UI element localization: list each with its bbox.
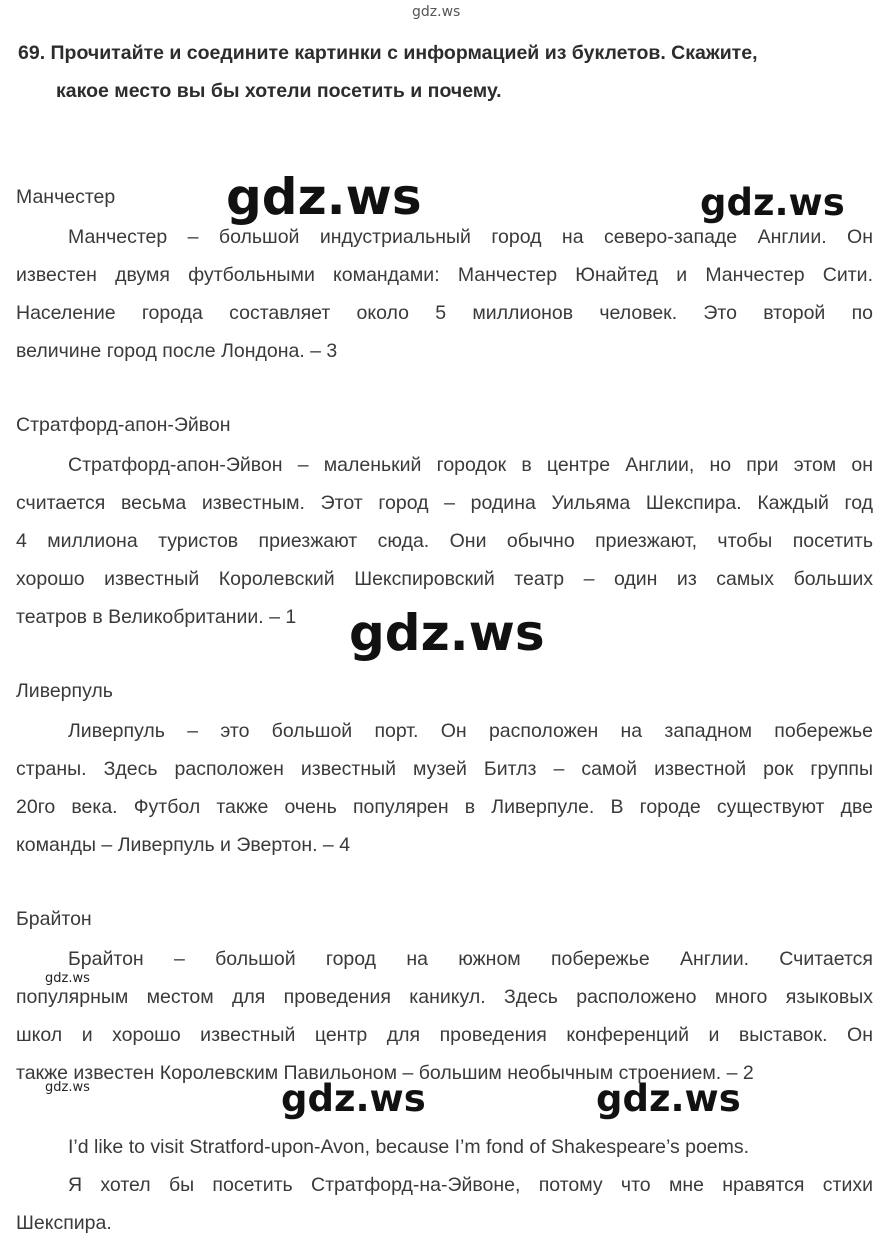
watermark-small: gdz.ws bbox=[45, 1080, 90, 1095]
watermark-small: gdz.ws bbox=[45, 971, 90, 986]
watermark: gdz.ws bbox=[349, 604, 545, 662]
section-title-brighton: Брайтон bbox=[16, 908, 92, 930]
section-title-stratford: Стратфорд-апон-Эйвон bbox=[16, 414, 231, 436]
text-line: известен двумя футбольными командами: Манчестер Юнайтед и Манчестер Сити. bbox=[16, 264, 873, 286]
section-text-liverpool bbox=[16, 712, 873, 864]
task-heading bbox=[18, 34, 874, 110]
answer-text bbox=[16, 1128, 873, 1242]
text-line: также известен Королевским Павильоном – большим необычным строением. – 2 bbox=[16, 1062, 754, 1084]
answer-russian-line-2: Шекспира. bbox=[16, 1212, 112, 1234]
section-text-brighton bbox=[16, 940, 873, 1095]
watermark: gdz.ws bbox=[596, 1077, 741, 1120]
watermark: gdz.ws bbox=[281, 1077, 426, 1120]
watermark: gdz.ws bbox=[700, 181, 845, 224]
text-line: Население города составляет около 5 миллионов человек. Это второй по bbox=[16, 302, 873, 324]
text-line: страны. Здесь расположен известный музей Битлз – самой известной рок группы bbox=[16, 758, 873, 780]
watermark: gdz.ws bbox=[226, 168, 422, 226]
text-line: школ и хорошо известный центр для проведения конференций и выставок. Он bbox=[16, 1024, 873, 1046]
text-line: 4 миллиона туристов приезжают сюда. Они обычно приезжают, чтобы посетить bbox=[16, 530, 873, 552]
answer-russian-line-1: Я хотел бы посетить Стратфорд-на-Эйвоне, потому что мне нравятся стихи bbox=[68, 1174, 873, 1196]
text-line: считается весьма известным. Этот город – родина Уильяма Шекспира. Каждый год bbox=[16, 492, 873, 514]
text-line: популярным местом для проведения каникул. Здесь расположено много языковых bbox=[16, 986, 873, 1008]
text-line: Ливерпуль – это большой порт. Он расположен на западном побережье bbox=[68, 720, 873, 742]
task-line-1: 69. Прочитайте и соедините картинки с информацией из буклетов. Скажите, bbox=[18, 42, 758, 64]
section-text-stratford bbox=[16, 446, 873, 636]
task-line-2: какое место вы бы хотели посетить и почему. bbox=[56, 80, 502, 102]
text-line: Брайтон – большой город на южном побережье Англии. Считается bbox=[68, 948, 873, 970]
section-title-manchester: Манчестер bbox=[16, 186, 116, 208]
section-title-liverpool: Ливерпуль bbox=[16, 680, 113, 702]
text-line: Манчестер – большой индустриальный город на северо-западе Англии. Он bbox=[68, 226, 873, 248]
text-line: театров в Великобритании. – 1 bbox=[16, 606, 297, 628]
text-line: величине город после Лондона. – 3 bbox=[16, 340, 338, 362]
watermark-top: gdz.ws bbox=[412, 4, 461, 20]
section-text-manchester bbox=[16, 218, 873, 370]
text-line: команды – Ливерпуль и Эвертон. – 4 bbox=[16, 834, 351, 856]
answer-english: I’d like to visit Stratford-upon-Avon, because I’m fond of Shakespeare’s poems. bbox=[68, 1136, 750, 1158]
text-line: 20го века. Футбол также очень популярен в Ливерпуле. В городе существуют две bbox=[16, 796, 873, 818]
text-line: хорошо известный Королевский Шекспировский театр – один из самых больших bbox=[16, 568, 873, 590]
text-line: Стратфорд-апон-Эйвон – маленький городок в центре Англии, но при этом он bbox=[68, 454, 873, 476]
